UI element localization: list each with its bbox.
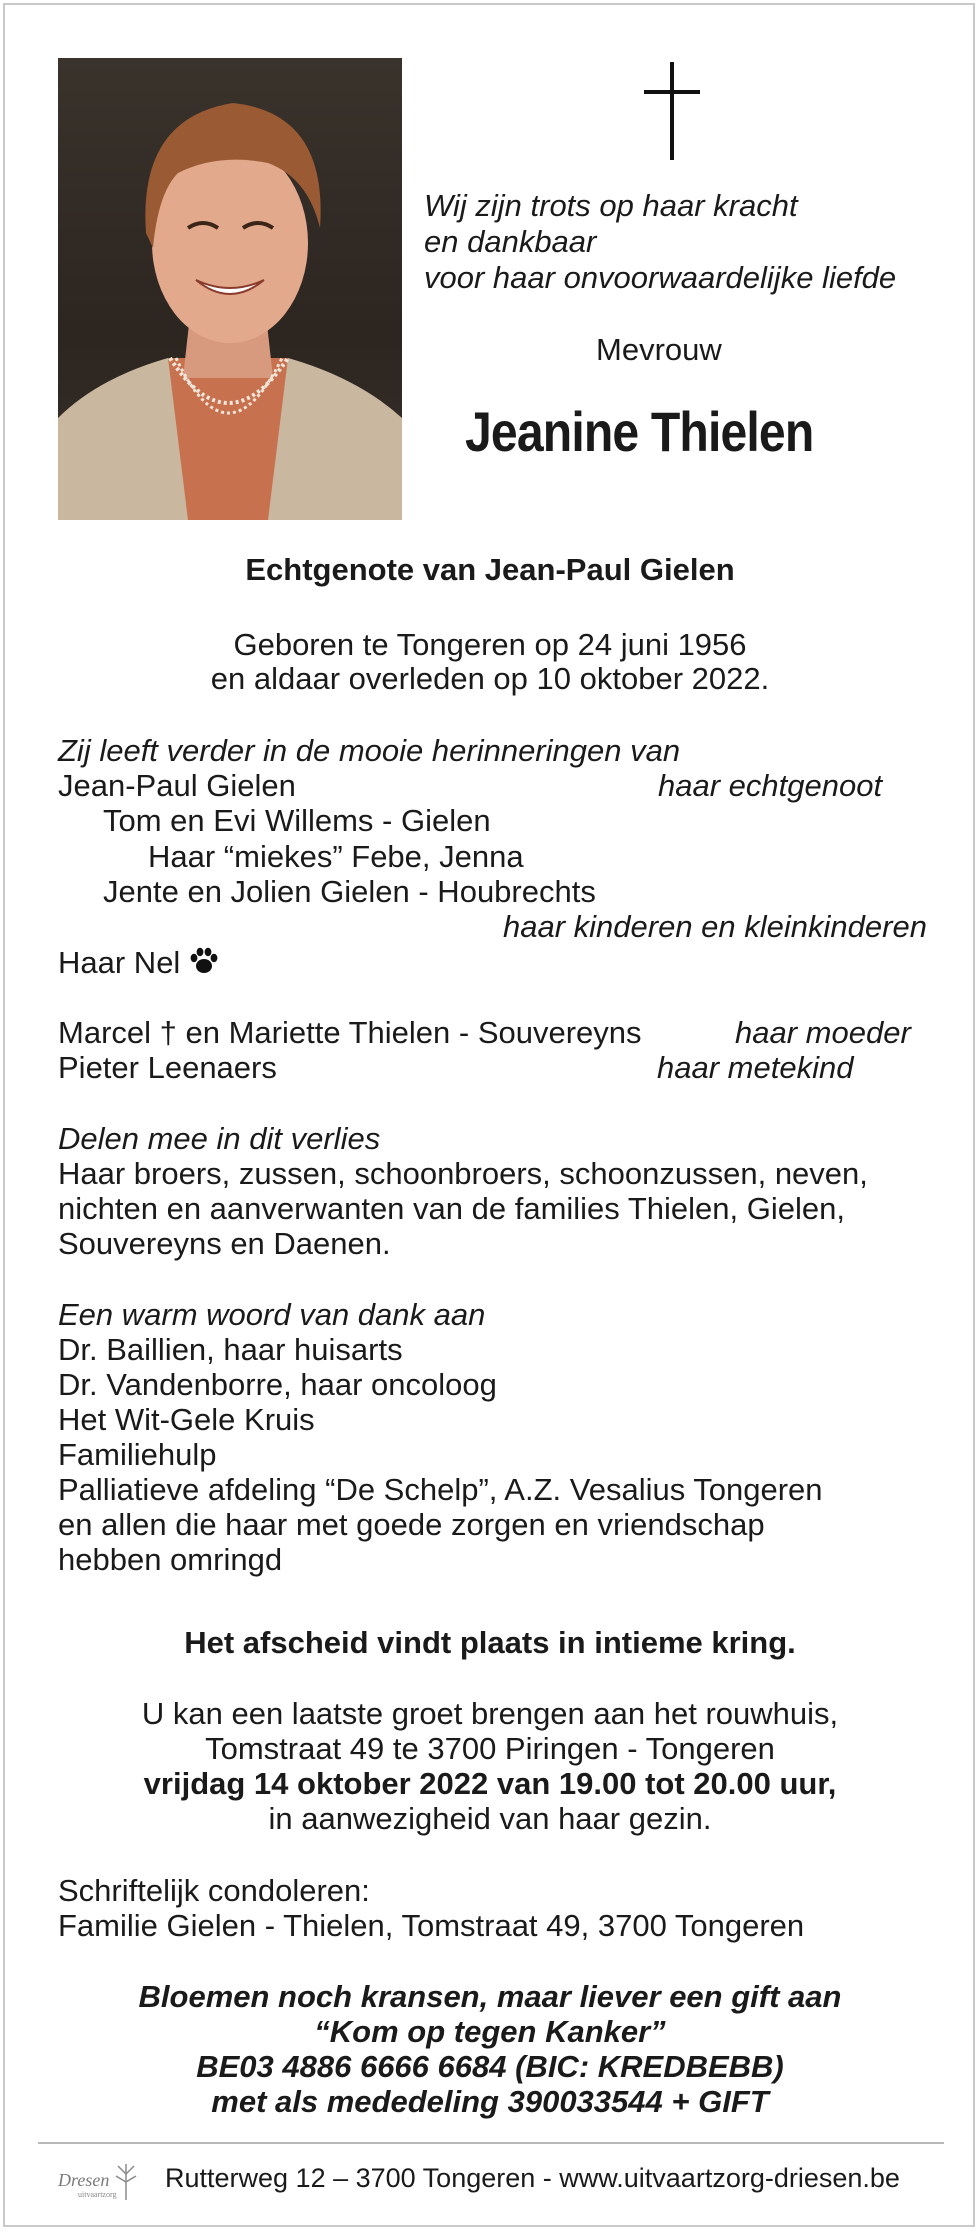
thanks-line: Palliatieve afdeling “De Schelp”, A.Z. Vesalius Tongeren: [58, 1472, 823, 1507]
mother-role: haar moeder: [735, 1015, 911, 1050]
godchild-name: Pieter Leenaers: [58, 1050, 277, 1085]
spouse-line: Echtgenote van Jean-Paul Gielen: [245, 552, 735, 587]
birth-line-2: en aldaar overleden op 10 oktober 2022.: [210, 661, 770, 696]
quote-line-2: en dankbaar: [424, 224, 597, 259]
donation-line-2: “Kom op tegen Kanker”: [314, 2014, 666, 2049]
portrait-photo: [58, 58, 402, 520]
thanks-line: Familiehulp: [58, 1437, 217, 1472]
donation-line-3: BE03 4886 6666 6684 (BIC: KREDBEBB): [196, 2049, 784, 2084]
paw-icon: [189, 947, 219, 983]
share-intro: Delen mee in dit verlies: [58, 1121, 381, 1156]
farewell-line: Het afscheid vindt plaats in intieme kring.: [184, 1625, 796, 1660]
visit-line-1: U kan een laatste groet brengen aan het rouwhuis,: [141, 1696, 839, 1731]
quote-line-1: Wij zijn trots op haar kracht: [424, 188, 798, 223]
cross-icon: [644, 62, 700, 165]
visit-line-2: Tomstraat 49 te 3700 Piringen - Tongeren: [205, 1731, 775, 1766]
thanks-line: Dr. Vandenborre, haar oncoloog: [58, 1367, 497, 1402]
title-prefix: Mevrouw: [596, 332, 722, 367]
quote-line-3: voor haar onvoorwaardelijke liefde: [424, 260, 897, 295]
visit-time: vrijdag 14 oktober 2022 van 19.00 tot 20.00 uur,: [143, 1766, 837, 1801]
share-line: Souvereyns en Daenen.: [58, 1226, 391, 1261]
children-line-1: Tom en Evi Willems - Gielen: [103, 803, 491, 838]
mother-name: Marcel † en Mariette Thielen - Souvereyns: [58, 1015, 642, 1050]
thanks-line: Het Wit-Gele Kruis: [58, 1402, 315, 1437]
logo-subtext: uitvaartzorg: [78, 2190, 117, 2199]
grandchildren-line: Haar “miekes” Febe, Jenna: [148, 839, 524, 874]
thanks-line: Dr. Baillien, haar huisarts: [58, 1332, 403, 1367]
spouse-name: Jean-Paul Gielen: [58, 768, 296, 803]
memories-intro: Zij leeft verder in de mooie herinneringen van: [58, 733, 681, 768]
logo-text: Dresen: [58, 2170, 110, 2190]
share-line: Haar broers, zussen, schoonbroers, schoonzussen, neven,: [58, 1156, 868, 1191]
spouse-role: haar echtgenoot: [658, 768, 883, 803]
share-line: nichten en aanverwanten van de families Thielen, Gielen,: [58, 1191, 845, 1226]
thanks-line: en allen die haar met goede zorgen en vriendschap: [58, 1507, 765, 1542]
thanks-line: hebben omringd: [58, 1542, 283, 1577]
footer-address: Rutterweg 12 – 3700 Tongeren - www.uitvaartzorg-driesen.be: [165, 2163, 900, 2193]
deceased-name: Jeanine Thielen: [465, 400, 814, 463]
donation-line-1: Bloemen noch kransen, maar liever een gift aan: [138, 1979, 842, 2014]
pet-line: [58, 945, 219, 983]
visit-line-4: in aanwezigheid van haar gezin.: [268, 1801, 712, 1836]
funeral-home-logo: [56, 2160, 144, 2206]
footer-divider: [38, 2142, 944, 2144]
godchild-role: haar metekind: [657, 1050, 854, 1085]
thanks-intro: Een warm woord van dank aan: [58, 1297, 486, 1332]
children-role: haar kinderen en kleinkinderen: [503, 909, 927, 944]
children-line-2: Jente en Jolien Gielen - Houbrechts: [103, 874, 596, 909]
birth-line-1: Geboren te Tongeren op 24 juni 1956: [233, 627, 747, 662]
condolence-intro: Schriftelijk condoleren:: [58, 1873, 370, 1908]
donation-line-4: met als mededeling 390033544 + GIFT: [211, 2084, 769, 2119]
pet-name: Haar Nel: [58, 945, 181, 980]
condolence-address: Familie Gielen - Thielen, Tomstraat 49, 3700 Tongeren: [58, 1908, 805, 1943]
